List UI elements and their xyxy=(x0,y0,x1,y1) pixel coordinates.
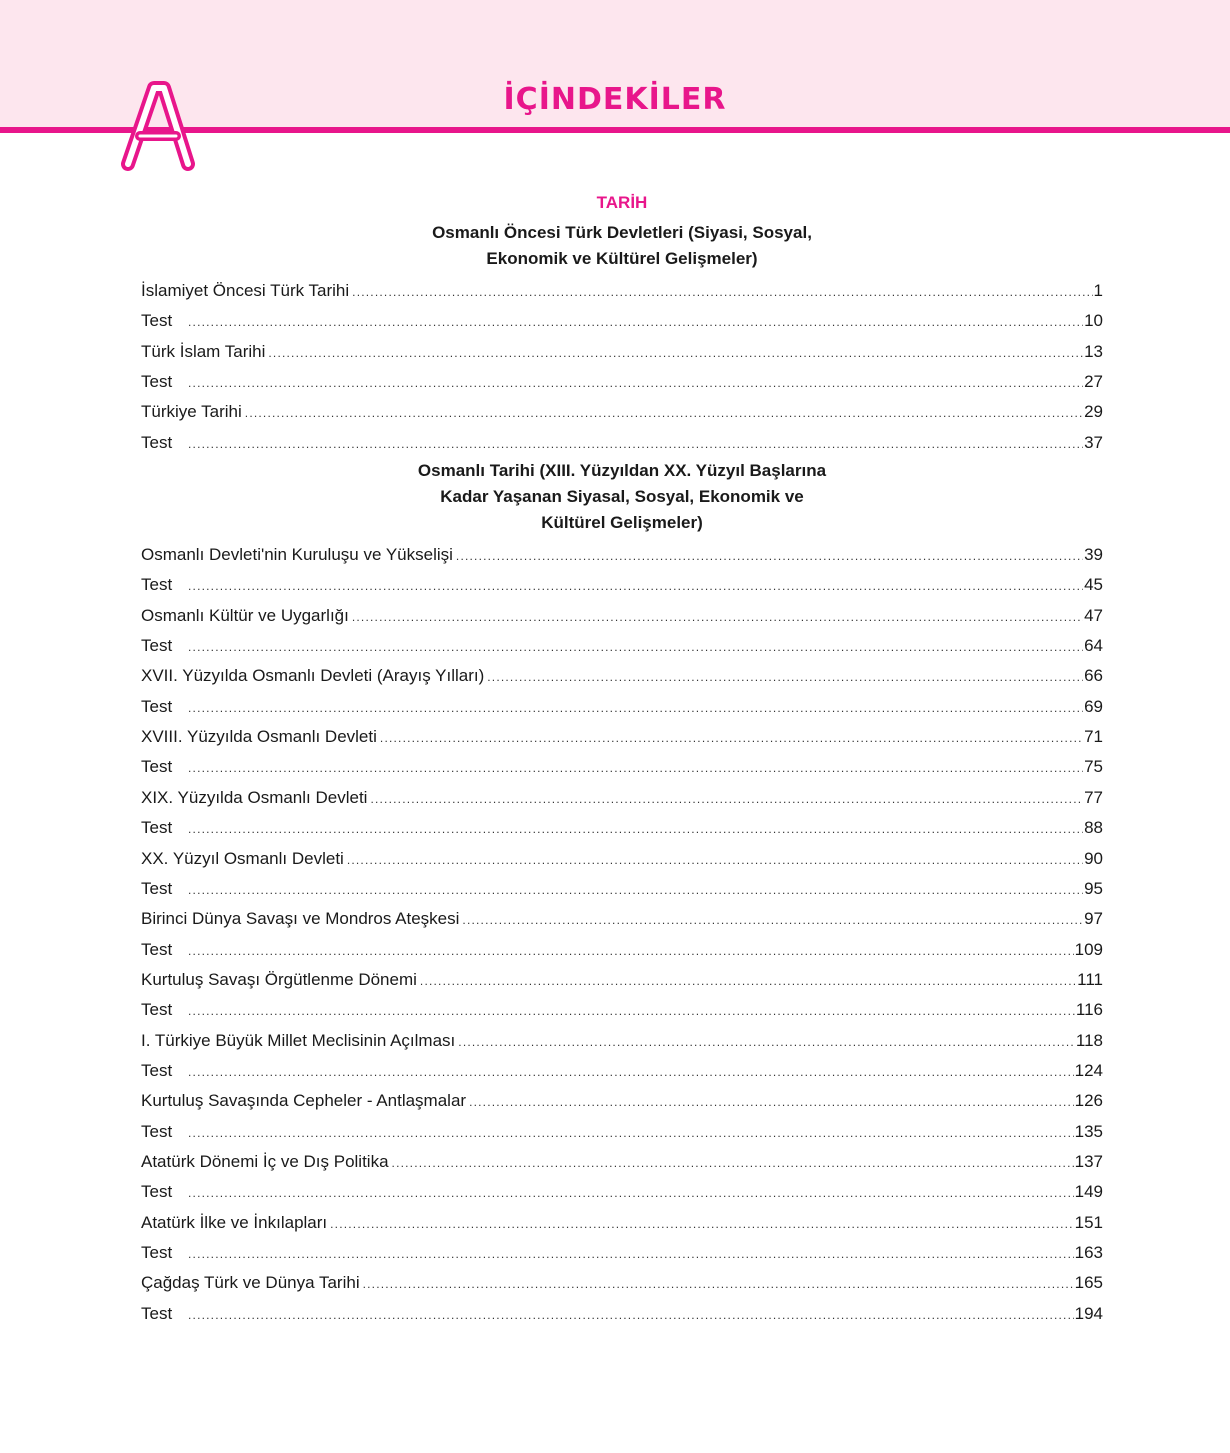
toc-test-entry[interactable] xyxy=(141,631,1103,661)
section-heading-line: Kültürel Gelişmeler) xyxy=(541,513,703,533)
toc-entry-page: 118 xyxy=(1075,1030,1103,1050)
dot-leader xyxy=(462,905,1083,935)
dot-leader xyxy=(188,1057,1074,1087)
dot-leader xyxy=(330,1209,1073,1239)
toc-entry[interactable] xyxy=(141,337,1103,367)
toc-test-entry[interactable] xyxy=(141,1056,1103,1086)
toc-entry-page: 135 xyxy=(1074,1121,1103,1141)
dot-leader xyxy=(188,307,1083,337)
dot-leader xyxy=(188,1300,1074,1330)
toc-test-entry[interactable] xyxy=(141,570,1103,600)
toc-test-entry[interactable] xyxy=(141,1299,1103,1329)
toc-test-entry[interactable] xyxy=(141,813,1103,843)
toc-entry[interactable] xyxy=(141,1147,1103,1177)
toc-entry-page: 90 xyxy=(1084,848,1103,868)
toc-test-entry[interactable] xyxy=(141,995,1103,1025)
toc-entry[interactable] xyxy=(141,783,1103,813)
toc-entry-label: Test xyxy=(141,636,173,656)
toc-entry-label: Test xyxy=(141,1242,173,1262)
dot-leader xyxy=(188,1239,1074,1269)
toc-entry-label: Test xyxy=(141,575,173,595)
section-heading-line: Kadar Yaşanan Siyasal, Sosyal, Ekonomik ve xyxy=(440,487,804,507)
section-heading-line: Osmanlı Tarihi (XIII. Yüzyıldan XX. Yüzyıl Başlarına xyxy=(417,461,827,481)
dot-leader xyxy=(487,662,1083,692)
section-heading xyxy=(141,220,1103,272)
toc-entry[interactable] xyxy=(141,904,1103,934)
dot-leader xyxy=(188,875,1083,905)
dot-leader xyxy=(370,784,1083,814)
toc-test-entry[interactable] xyxy=(141,428,1103,458)
toc-entry-page: 116 xyxy=(1075,1000,1103,1020)
toc-entry-page: 163 xyxy=(1074,1242,1103,1262)
toc-entry[interactable] xyxy=(141,1026,1103,1056)
toc-entry-label: Test xyxy=(141,696,173,716)
toc-entry-label: Kurtuluş Savaşı Örgütlenme Dönemi xyxy=(141,969,417,989)
toc-entry[interactable] xyxy=(141,722,1103,752)
toc-entry[interactable] xyxy=(141,1268,1103,1298)
toc-entry-label: Türkiye Tarihi xyxy=(141,402,242,422)
toc-entry[interactable] xyxy=(141,276,1103,306)
dot-leader xyxy=(392,1148,1074,1178)
toc-entry-label: Test xyxy=(141,372,173,392)
dot-leader xyxy=(188,753,1083,783)
dot-leader xyxy=(188,571,1083,601)
toc-test-entry[interactable] xyxy=(141,874,1103,904)
toc-entry-label: Test xyxy=(141,1060,173,1080)
section-heading-line: Osmanlı Öncesi Türk Devletleri (Siyasi, Sosyal, xyxy=(432,223,812,242)
dot-leader xyxy=(380,723,1083,753)
toc-test-entry[interactable] xyxy=(141,1117,1103,1147)
toc-test-entry[interactable] xyxy=(141,306,1103,336)
toc-entry-page: 69 xyxy=(1084,696,1103,716)
toc-entry-label: XX. Yüzyıl Osmanlı Devleti xyxy=(141,848,344,868)
toc-entry-page: 126 xyxy=(1074,1091,1103,1111)
dot-leader xyxy=(188,1118,1074,1148)
dot-leader xyxy=(188,936,1074,966)
subject-heading: TARİH xyxy=(596,193,648,212)
toc-test-entry[interactable] xyxy=(141,1238,1103,1268)
toc-entry-label: Osmanlı Devleti'nin Kuruluşu ve Yükselişi xyxy=(141,545,453,565)
toc-entry-label: Çağdaş Türk ve Dünya Tarihi xyxy=(141,1273,360,1293)
toc-entry-label: Türk İslam Tarihi xyxy=(141,341,266,361)
section-heading xyxy=(141,458,1103,536)
dot-leader xyxy=(188,693,1083,723)
toc-entry[interactable] xyxy=(141,397,1103,427)
toc-entry-label: Test xyxy=(141,878,173,898)
toc-entry[interactable] xyxy=(141,1086,1103,1116)
toc-entry-page: 194 xyxy=(1074,1303,1103,1323)
toc-entry-page: 77 xyxy=(1084,787,1103,807)
toc-entry-page: 88 xyxy=(1084,818,1103,838)
toc-entry-label: XIX. Yüzyılda Osmanlı Devleti xyxy=(141,787,368,807)
dot-leader xyxy=(188,368,1083,398)
dot-leader xyxy=(352,602,1083,632)
toc-entry-label: İslamiyet Öncesi Türk Tarihi xyxy=(141,281,350,300)
toc-entry-page: 71 xyxy=(1084,727,1103,747)
toc-entry-page: 75 xyxy=(1084,757,1103,777)
toc-entry-label: Birinci Dünya Savaşı ve Mondros Ateşkesi xyxy=(141,909,460,929)
toc-entry-page: 97 xyxy=(1084,909,1103,929)
dot-leader xyxy=(458,1027,1075,1057)
toc-entry-label: Test xyxy=(141,1000,173,1020)
page-title: İÇİNDEKİLER xyxy=(503,82,727,117)
toc-entry-page: 47 xyxy=(1084,605,1103,625)
dot-leader xyxy=(347,845,1083,875)
toc-entry-label: Test xyxy=(141,1121,173,1141)
toc-entry-label: Atatürk Dönemi İç ve Dış Politika xyxy=(141,1151,389,1171)
toc-entry-page: 95 xyxy=(1084,878,1103,898)
table-of-contents xyxy=(141,190,1103,1329)
dot-leader xyxy=(352,277,1092,307)
toc-test-entry[interactable] xyxy=(141,692,1103,722)
toc-entry[interactable] xyxy=(141,844,1103,874)
toc-entry-page: 45 xyxy=(1084,575,1103,595)
toc-entry-label: Test xyxy=(141,757,173,777)
toc-entry-label: Test xyxy=(141,1303,173,1323)
toc-entry-label: Kurtuluş Savaşında Cepheler - Antlaşmalar xyxy=(141,1091,467,1111)
section-heading-line: Ekonomik ve Kültürel Gelişmeler) xyxy=(486,249,758,268)
dot-leader xyxy=(363,1269,1074,1299)
toc-entry-label: Test xyxy=(141,311,173,331)
toc-entry[interactable] xyxy=(141,540,1103,570)
dot-leader xyxy=(268,338,1083,368)
toc-entry-page: 137 xyxy=(1074,1151,1103,1171)
toc-entry-label: Osmanlı Kültür ve Uygarlığı xyxy=(141,605,349,625)
toc-entry-label: Test xyxy=(141,1182,173,1202)
toc-entry-page: 124 xyxy=(1074,1060,1103,1080)
toc-entry-page: 27 xyxy=(1084,372,1103,392)
toc-test-entry[interactable] xyxy=(141,935,1103,965)
dot-leader xyxy=(188,632,1083,662)
toc-entry-label: XVII. Yüzyılda Osmanlı Devleti (Arayış Yılları) xyxy=(141,666,485,686)
toc-entry-page: 13 xyxy=(1084,341,1103,361)
toc-test-entry[interactable] xyxy=(141,752,1103,782)
toc-entry-page: 149 xyxy=(1074,1182,1103,1202)
toc-entry-page: 165 xyxy=(1074,1273,1103,1293)
dot-leader xyxy=(420,966,1076,996)
toc-entry-label: I. Türkiye Büyük Millet Meclisinin Açılması xyxy=(141,1030,456,1050)
toc-entry-page: 29 xyxy=(1084,402,1103,422)
toc-entry[interactable] xyxy=(141,601,1103,631)
toc-entry-page: 109 xyxy=(1074,939,1103,959)
toc-entry-page: 37 xyxy=(1084,432,1103,452)
toc-entry-page: 64 xyxy=(1084,636,1103,656)
toc-test-entry[interactable] xyxy=(141,1177,1103,1207)
toc-entry-page: 111 xyxy=(1077,969,1103,989)
toc-test-entry[interactable] xyxy=(141,367,1103,397)
dot-leader xyxy=(188,814,1083,844)
toc-entry-page: 39 xyxy=(1084,545,1103,565)
toc-entry-label: Test xyxy=(141,939,173,959)
dot-leader xyxy=(188,429,1083,459)
toc-entry[interactable] xyxy=(141,965,1103,995)
toc-entry-page: 151 xyxy=(1074,1212,1103,1232)
dot-leader xyxy=(456,541,1083,571)
toc-entry-label: Test xyxy=(141,818,173,838)
dot-leader xyxy=(245,398,1083,428)
dot-leader xyxy=(469,1087,1074,1117)
toc-entry[interactable] xyxy=(141,661,1103,691)
toc-entry[interactable] xyxy=(141,1208,1103,1238)
toc-entry-label: XVIII. Yüzyılda Osmanlı Devleti xyxy=(141,727,377,747)
toc-entry-page: 1 xyxy=(1093,281,1103,300)
dot-leader xyxy=(188,996,1075,1026)
toc-entry-page: 10 xyxy=(1084,311,1103,331)
toc-entry-label: Test xyxy=(141,432,173,452)
toc-entry-page: 66 xyxy=(1084,666,1103,686)
toc-entry-label: Atatürk İlke ve İnkılapları xyxy=(141,1212,328,1232)
dot-leader xyxy=(188,1178,1074,1208)
